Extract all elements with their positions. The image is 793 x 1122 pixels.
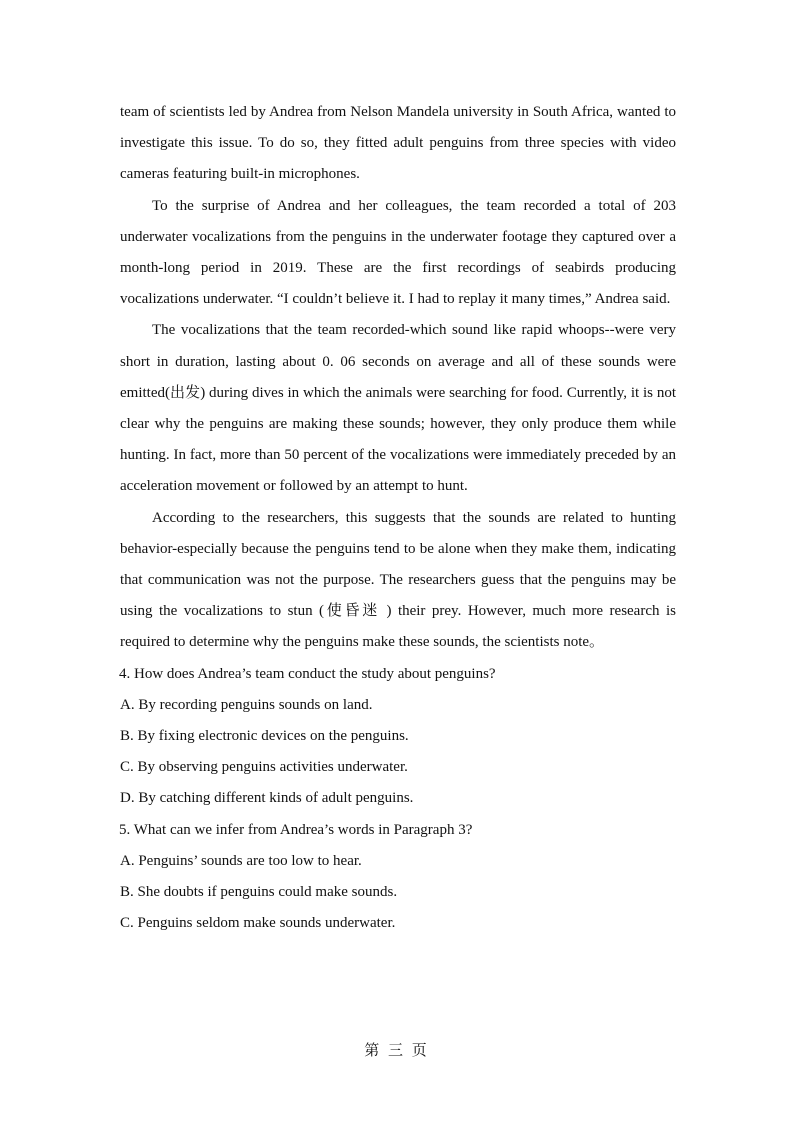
page-content (120, 97, 676, 939)
question-4-option-d: D. By catching different kinds of adult penguins. (120, 790, 414, 807)
question-5-option-a: A. Penguins’ sounds are too low to hear. (120, 852, 362, 869)
question-4-option-b: B. By fixing electronic devices on the penguins. (120, 728, 409, 745)
passage-paragraph-3: The vocalizations that the team recorded-which sound like rapid whoops--were very short in duration, lasting about 0. 06 seconds on average and all of these sounds were emitted(出发) during dives in which the animals were searching for food. Currently, it is not clear why the penguins are making these sounds; however, they only produce them while hunting. In fact, more than 50 percent of the vocalizations were immediately preceded by an acceleration movement or followed by an attempt to hunt. (120, 322, 676, 495)
passage-paragraph-1: team of scientists led by Andrea from Nelson Mandela university in South Africa, wanted to investigate this issue. To do so, they fitted adult penguins from three species with video cameras featuring built-in microphones. (120, 104, 676, 183)
question-4-stem: 4. How does Andrea’s team conduct the study about penguins? (119, 665, 496, 682)
question-4 (120, 659, 676, 815)
question-5-stem: 5. What can we infer from Andrea’s words in Paragraph 3? (119, 821, 473, 838)
question-5 (120, 815, 676, 940)
question-5-option-b: B. She doubts if penguins could make sounds. (120, 884, 398, 901)
passage-paragraph-2: To the surprise of Andrea and her colleagues, the team recorded a total of 203 underwater vocalizations from the penguins in the underwater footage they captured over a month-long period in 2019. These are the first recordings of seabirds producing vocalizations underwater. “I couldn’t believe it. I had to replay it many times,” Andrea said. (120, 197, 676, 308)
page-number-footer: 第 三 页 (364, 1041, 429, 1059)
question-5-option-c: C. Penguins seldom make sounds underwater. (120, 915, 396, 932)
question-4-option-a: A. By recording penguins sounds on land. (120, 696, 373, 713)
passage-paragraph-4: According to the researchers, this suggests that the sounds are related to hunting behavior-especially because the penguins tend to be alone when they make them, indicating that communication was not the purpose. The researchers guess that the penguins may be using the vocalizations to stun (使昏迷 ) their prey. However, much more research is required to determine why the penguins make these sounds, the scientists note。 (120, 509, 676, 651)
question-4-option-c: C. By observing penguins activities underwater. (120, 759, 408, 776)
